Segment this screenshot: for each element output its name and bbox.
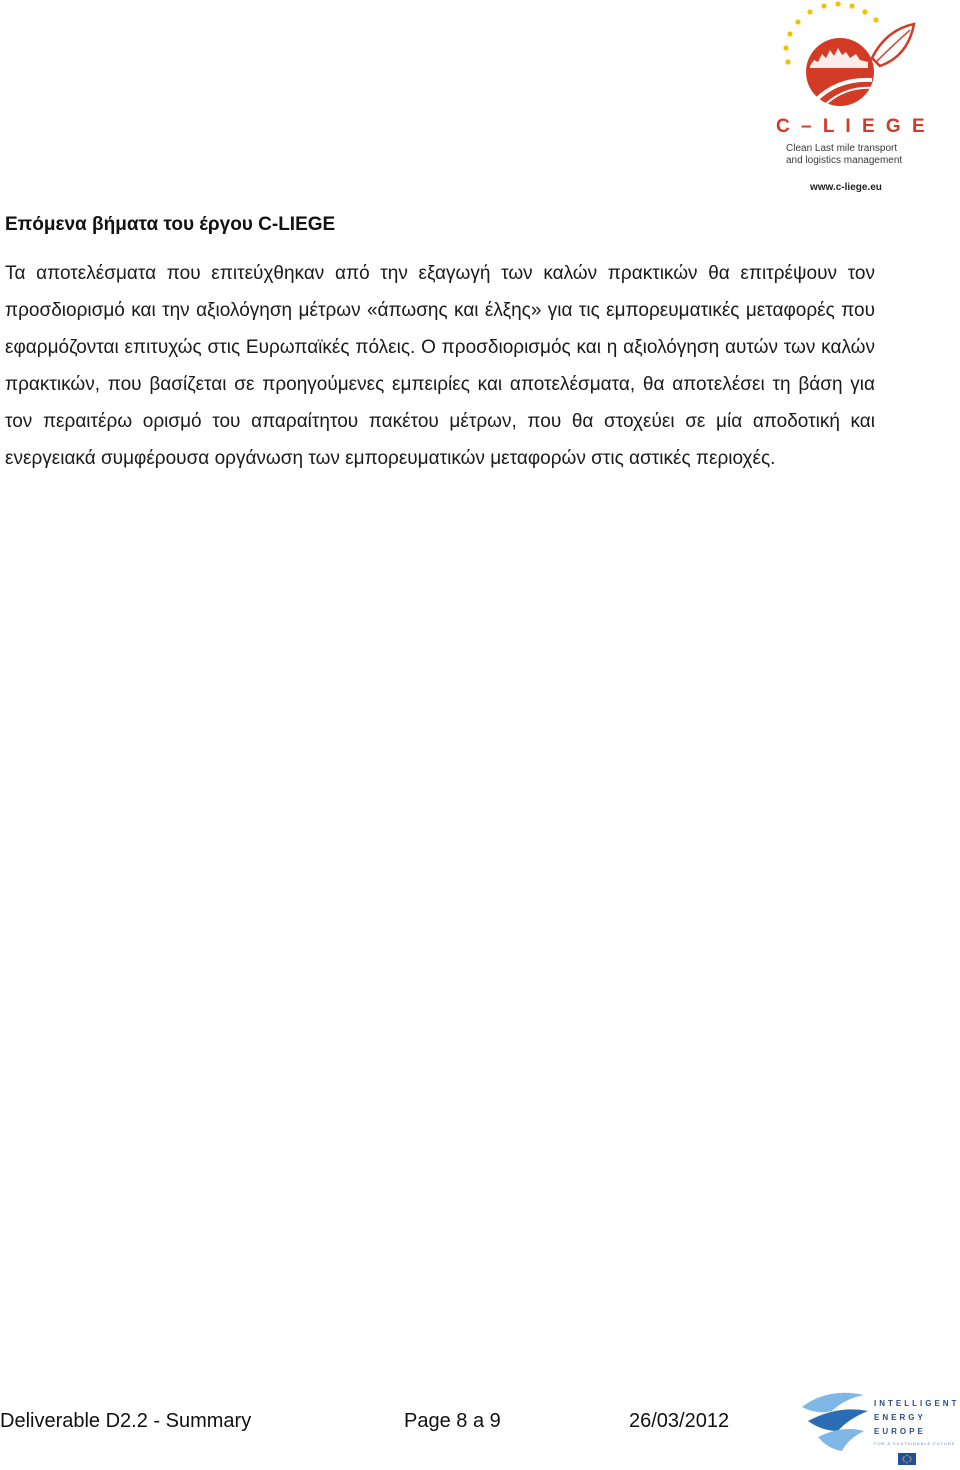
logo-url[interactable]: www.c-liege.eu: [810, 182, 882, 193]
logo-name: C – L I E G E: [776, 116, 928, 137]
footer-deliverable: Deliverable D2.2 - Summary: [0, 1410, 252, 1432]
body-paragraph: Τα αποτελέσματα που επιτεύχθηκαν από την εξαγωγή των καλών πρακτικών θα επιτρέψουν τον προσδιορισμό και την αξιολόγηση μέτρων «άπωσης και έλξης» για τις εμπορευματικές μεταφορές που εφαρμόζονται επιτυχώς στις Ευρωπαϊκές πόλεις. Ο προσδιορισμός και η αξιολόγηση αυτών των καλών πρακτικών, που βασίζεται σε προηγούμενες εμπειρίες και αποτελέσματα, θα αποτελέσει τη βάση για τον περαιτέρω ορισμό του απαραίτητου πακέτου μέτρων, που θα στοχεύει σε μία αποδοτική και ενεργειακά συμφέρουσα οργάνωση των εμπορευματικών μεταφορών στις αστικές περιοχές.: [5, 263, 875, 469]
iee-line2: ENERGY: [874, 1413, 926, 1422]
c-liege-logo: [768, 0, 938, 200]
intelligent-energy-europe-logo-icon: [798, 1385, 958, 1467]
logo-tagline-line2: and logistics management: [786, 155, 903, 166]
iee-line3: EUROPE: [874, 1427, 926, 1436]
section-heading: Επόμενα βήματα του έργου C-LIEGE: [5, 214, 336, 235]
iee-line1: INTELLIGENT: [874, 1399, 960, 1408]
iee-subtitle: FOR A SUSTAINABLE FUTURE: [874, 1441, 956, 1446]
footer-date: 26/03/2012: [629, 1410, 730, 1432]
logo-tagline-line1: Clean Last mile transport: [786, 143, 898, 154]
logo-tagline: [786, 143, 936, 167]
c-liege-logo-icon: [768, 0, 938, 120]
footer-page-number: Page 8 a 9: [404, 1410, 501, 1432]
intelligent-energy-europe-logo: [798, 1385, 958, 1467]
